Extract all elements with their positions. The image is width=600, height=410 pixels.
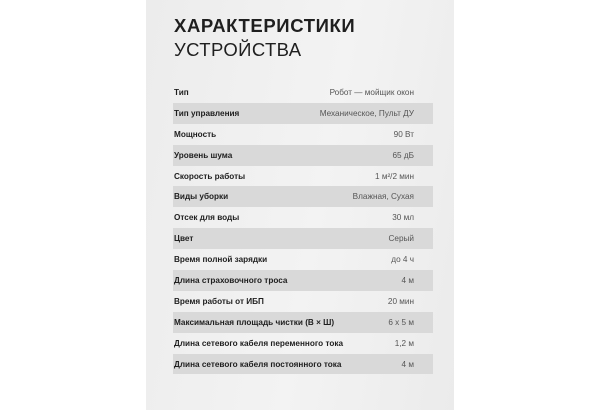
title-line-1: ХАРАКТЕРИСТИКИ [174,15,356,36]
spec-value: Робот — мойщик окон [329,87,414,97]
spec-value: 90 Вт [393,129,414,139]
spec-label: Тип управления [174,108,240,118]
spec-value: 6 х 5 м [388,317,414,327]
spec-label: Длина сетевого кабеля постоянного тока [174,359,342,369]
spec-label: Виды уборки [174,192,229,202]
spec-table [173,82,433,374]
spec-label: Время полной зарядки [174,255,268,265]
spec-row-noise-level [173,145,433,166]
spec-label: Отсек для воды [174,213,240,223]
spec-row-ups-runtime [173,291,433,312]
spec-value: Механическое, Пульт ДУ [319,108,414,118]
spec-row-color [173,228,433,249]
spec-label: Длина страховочного троса [174,275,288,285]
spec-row-speed [173,166,433,187]
spec-value: Влажная, Сухая [352,192,414,202]
spec-value: 4 м [401,275,414,285]
spec-row-charge-time [173,249,433,270]
spec-label: Длина сетевого кабеля переменного тока [174,338,344,348]
spec-label: Тип [174,87,189,97]
title-line-2: УСТРОЙСТВА [174,38,302,60]
spec-value: 30 мл [392,213,414,223]
spec-value: 1 м²/2 мин [374,171,414,181]
spec-row-max-area [173,312,433,333]
spec-row-cleaning-modes [173,186,433,207]
spec-value: 20 мин [387,296,414,306]
spec-label: Уровень шума [174,150,233,160]
spec-row-power [173,124,433,145]
page-title [174,17,355,59]
spec-label: Максимальная площадь чистки (В × Ш) [174,317,335,327]
spec-row-water-tank [173,207,433,228]
spec-label: Скорость работы [174,171,246,181]
spec-value: 4 м [401,359,414,369]
spec-label: Цвет [174,234,194,244]
spec-row-control-type [173,103,433,124]
spec-row-safety-rope [173,270,433,291]
spec-value: до 4 ч [391,255,414,265]
spec-row-dc-cable [173,354,433,375]
spec-value: 1,2 м [394,338,414,348]
spec-row-type [173,82,433,103]
spec-label: Мощность [174,129,217,139]
spec-row-ac-cable [173,333,433,354]
spec-value: 65 дБ [392,150,414,160]
spec-label: Время работы от ИБП [174,296,264,306]
spec-card [146,0,454,410]
spec-value: Серый [388,234,414,244]
